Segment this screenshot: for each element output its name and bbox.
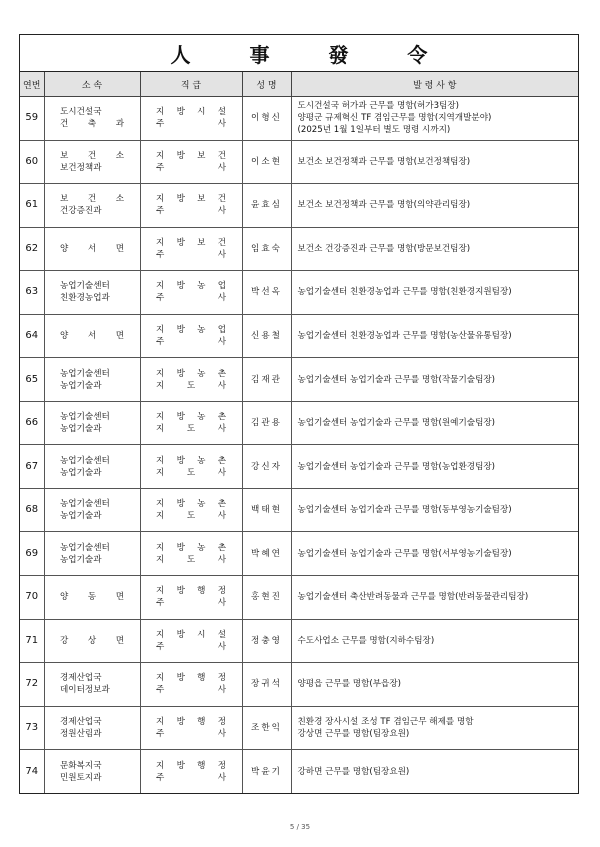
table-header-row (20, 72, 578, 97)
department-line: 농업기술센터 (60, 281, 110, 292)
department-line: 건 축 과 (60, 119, 124, 130)
rank-cell (140, 314, 242, 358)
order-details-cell (291, 532, 578, 576)
order-detail-line: 농업기술센터 농업기술과 근무를 명함(원예기술팀장) (297, 418, 496, 429)
department-line: 강 상 면 (60, 635, 124, 646)
order-detail-line: 농업기술센터 친환경농업과 근무를 명함(농산물유통팀장) (297, 331, 512, 341)
department-cell (44, 401, 140, 445)
order-details-cell (291, 140, 578, 184)
order-details-cell (291, 401, 578, 445)
serial-number-cell: 72 (20, 663, 44, 707)
rank-line: 주 사 (156, 685, 226, 696)
rank-line: 주 사 (156, 249, 226, 260)
personnel-table (20, 72, 578, 793)
serial-number-cell: 62 (20, 227, 44, 271)
rank-line: 지 방 농 촌 (156, 368, 226, 379)
rank-cell (140, 97, 242, 141)
rank-cell (140, 140, 242, 184)
rank-cell (140, 532, 242, 576)
table-row (20, 750, 578, 794)
order-details-cell (291, 445, 578, 489)
department-line: 농업기술과 (60, 380, 102, 391)
name-cell: 임효숙 (242, 227, 291, 271)
rank-line: 지 방 시 설 (156, 629, 226, 640)
document-title: 人 事 發 令 (20, 35, 578, 72)
order-details-cell (291, 314, 578, 358)
page-number: 5 / 35 (289, 823, 311, 831)
order-detail-line: 수도사업소 근무를 명함(지하수팀장) (297, 635, 435, 646)
name-cell: 홍현진 (242, 576, 291, 620)
order-details-cell (291, 358, 578, 402)
name-cell: 김관용 (242, 401, 291, 445)
table-row (20, 532, 578, 576)
department-line: 보 건 소 (60, 150, 124, 161)
rank-line: 지 방 농 촌 (156, 412, 226, 423)
rank-line: 주 사 (156, 162, 226, 173)
order-detail-line: 양평읍 근무를 명함(부읍장) (297, 679, 401, 690)
rank-cell (140, 663, 242, 707)
order-detail-line: 보건소 보건정책과 근무를 명함(의약관리팀장) (297, 200, 471, 211)
table-row (20, 445, 578, 489)
department-line: 친환경농업과 (60, 293, 110, 304)
order-details-cell (291, 750, 578, 794)
rank-line: 주 사 (156, 206, 226, 217)
rank-line: 지 도 사 (156, 554, 226, 565)
rank-line: 지 방 농 촌 (156, 455, 226, 466)
name-cell: 박윤기 (242, 750, 291, 794)
order-details-cell (291, 706, 578, 750)
rank-cell (140, 401, 242, 445)
department-line: 농업기술센터 (60, 368, 110, 379)
table-row (20, 227, 578, 271)
rank-line: 지 방 행 정 (156, 586, 226, 597)
department-cell (44, 140, 140, 184)
rank-cell (140, 445, 242, 489)
order-detail-line: 농업기술센터 농업기술과 근무를 명함(작물기술팀장) (297, 374, 496, 385)
order-details-cell (291, 619, 578, 663)
order-detail-line: 강하면 근무를 명함(팀장요원) (297, 766, 410, 777)
rank-line: 주 사 (156, 641, 226, 652)
order-details-cell (291, 184, 578, 228)
rank-line: 지 도 사 (156, 380, 226, 391)
header-rank: 직 급 (140, 72, 242, 97)
order-detail-line: 친환경 장사시설 조성 TF 겸임근무 해제를 명함 (297, 716, 474, 727)
department-line: 농업기술센터 (60, 499, 110, 510)
header-department: 소 속 (44, 72, 140, 97)
header-number: 연번 (20, 72, 44, 97)
table-row (20, 314, 578, 358)
department-line: 정원산림과 (60, 728, 102, 739)
department-line: 농업기술과 (60, 554, 102, 565)
department-cell (44, 227, 140, 271)
rank-line: 지 도 사 (156, 511, 226, 522)
serial-number-cell: 69 (20, 532, 44, 576)
department-cell (44, 750, 140, 794)
department-line: 농업기술과 (60, 467, 102, 478)
rank-cell (140, 706, 242, 750)
name-cell: 조한익 (242, 706, 291, 750)
rank-line: 주 사 (156, 119, 226, 130)
rank-line: 지 도 사 (156, 424, 226, 435)
department-line: 양 서 면 (60, 331, 124, 341)
order-details-cell (291, 227, 578, 271)
rank-cell (140, 184, 242, 228)
name-cell: 윤효심 (242, 184, 291, 228)
department-cell (44, 576, 140, 620)
department-cell (44, 488, 140, 532)
serial-number-cell: 71 (20, 619, 44, 663)
department-cell (44, 445, 140, 489)
rank-line: 주 사 (156, 772, 226, 783)
department-line: 농업기술센터 (60, 542, 110, 553)
rank-line: 주 사 (156, 728, 226, 739)
rank-line: 지 도 사 (156, 467, 226, 478)
rank-cell (140, 619, 242, 663)
order-detail-line: 양평군 규제혁신 TF 겸임근무를 명함(지역개발분야) (297, 113, 492, 124)
name-cell: 백태현 (242, 488, 291, 532)
order-detail-line: 농업기술센터 친환경농업과 근무를 명함(친환경지원팀장) (297, 287, 512, 298)
rank-line: 지 방 보 건 (156, 150, 226, 161)
name-cell: 신용철 (242, 314, 291, 358)
order-details-cell (291, 576, 578, 620)
department-line: 보 건 소 (60, 194, 124, 205)
department-line: 경제산업국 (60, 716, 102, 727)
department-line: 민원토지과 (60, 772, 102, 783)
department-line: 도시건설국 (60, 107, 102, 118)
rank-line: 지 방 보 건 (156, 194, 226, 205)
department-cell (44, 184, 140, 228)
rank-line: 지 방 농 촌 (156, 499, 226, 510)
rank-line: 지 방 시 설 (156, 107, 226, 118)
order-detail-line: 농업기술센터 농업기술과 근무를 명함(서부영농기술팀장) (297, 548, 512, 559)
order-detail-line: 보건소 건강증진과 근무를 명함(방문보건팀장) (297, 243, 471, 254)
serial-number-cell: 63 (20, 271, 44, 315)
department-line: 농업기술과 (60, 511, 102, 522)
rank-line: 지 방 보 건 (156, 237, 226, 248)
order-detail-line: 강상면 근무를 명함(팀장요원) (297, 728, 410, 739)
department-line: 농업기술과 (60, 424, 102, 435)
order-detail-line: 도시건설국 허가과 근무를 명함(허가3팀장) (297, 101, 459, 112)
name-cell: 이형신 (242, 97, 291, 141)
name-cell: 김재관 (242, 358, 291, 402)
table-row (20, 271, 578, 315)
serial-number-cell: 61 (20, 184, 44, 228)
rank-line: 주 사 (156, 598, 226, 609)
rank-cell (140, 227, 242, 271)
department-cell (44, 663, 140, 707)
department-line: 양 동 면 (60, 592, 124, 603)
rank-line: 주 사 (156, 293, 226, 304)
department-line: 농업기술센터 (60, 455, 110, 466)
serial-number-cell: 60 (20, 140, 44, 184)
table-row (20, 358, 578, 402)
department-line: 건강증진과 (60, 206, 102, 217)
rank-line: 지 방 농 업 (156, 325, 226, 335)
department-line: 농업기술센터 (60, 412, 110, 423)
name-cell: 이소현 (242, 140, 291, 184)
rank-cell (140, 358, 242, 402)
table-row (20, 663, 578, 707)
name-cell: 박선옥 (242, 271, 291, 315)
rank-line: 지 방 행 정 (156, 673, 226, 684)
serial-number-cell: 65 (20, 358, 44, 402)
rank-cell (140, 271, 242, 315)
order-detail-line: 농업기술센터 농업기술과 근무를 명함(농업환경팀장) (297, 461, 496, 472)
header-name: 성 명 (242, 72, 291, 97)
department-cell (44, 532, 140, 576)
rank-line: 지 방 행 정 (156, 760, 226, 771)
order-details-cell (291, 663, 578, 707)
table-row (20, 140, 578, 184)
order-detail-line: 농업기술센터 축산반려동물과 근무를 명함(반려동물관리팀장) (297, 592, 529, 603)
serial-number-cell: 74 (20, 750, 44, 794)
department-line: 보건정책과 (60, 162, 102, 173)
department-cell (44, 314, 140, 358)
rank-cell (140, 750, 242, 794)
serial-number-cell: 66 (20, 401, 44, 445)
rank-line: 주 사 (156, 337, 226, 347)
serial-number-cell: 59 (20, 97, 44, 141)
rank-cell (140, 488, 242, 532)
order-detail-line: 보건소 보건정책과 근무를 명함(보건정책팀장) (297, 156, 471, 167)
serial-number-cell: 68 (20, 488, 44, 532)
name-cell: 박혜연 (242, 532, 291, 576)
table-row (20, 488, 578, 532)
department-cell (44, 271, 140, 315)
serial-number-cell: 73 (20, 706, 44, 750)
rank-line: 지 방 행 정 (156, 716, 226, 727)
table-row (20, 706, 578, 750)
table-row (20, 576, 578, 620)
serial-number-cell: 70 (20, 576, 44, 620)
table-body (20, 97, 578, 794)
order-details-cell (291, 488, 578, 532)
serial-number-cell: 64 (20, 314, 44, 358)
header-details: 발 령 사 항 (291, 72, 578, 97)
rank-line: 지 방 농 촌 (156, 542, 226, 553)
department-line: 데이터정보과 (60, 685, 110, 696)
table-row (20, 619, 578, 663)
department-cell (44, 619, 140, 663)
order-detail-line: (2025년 1월 1일부터 별도 명령 시까지) (297, 125, 451, 136)
department-line: 문화복지국 (60, 760, 102, 771)
name-cell: 정충영 (242, 619, 291, 663)
personnel-order-sheet (19, 34, 579, 794)
name-cell: 장귀석 (242, 663, 291, 707)
name-cell: 강신자 (242, 445, 291, 489)
department-cell (44, 358, 140, 402)
rank-cell (140, 576, 242, 620)
order-details-cell (291, 271, 578, 315)
rank-line: 지 방 농 업 (156, 281, 226, 292)
department-cell (44, 97, 140, 141)
serial-number-cell: 67 (20, 445, 44, 489)
order-details-cell (291, 97, 578, 141)
order-detail-line: 농업기술센터 농업기술과 근무를 명함(동부영농기술팀장) (297, 505, 512, 516)
department-line: 양 서 면 (60, 243, 124, 254)
department-cell (44, 706, 140, 750)
table-row (20, 97, 578, 141)
department-line: 경제산업국 (60, 673, 102, 684)
table-row (20, 184, 578, 228)
table-row (20, 401, 578, 445)
